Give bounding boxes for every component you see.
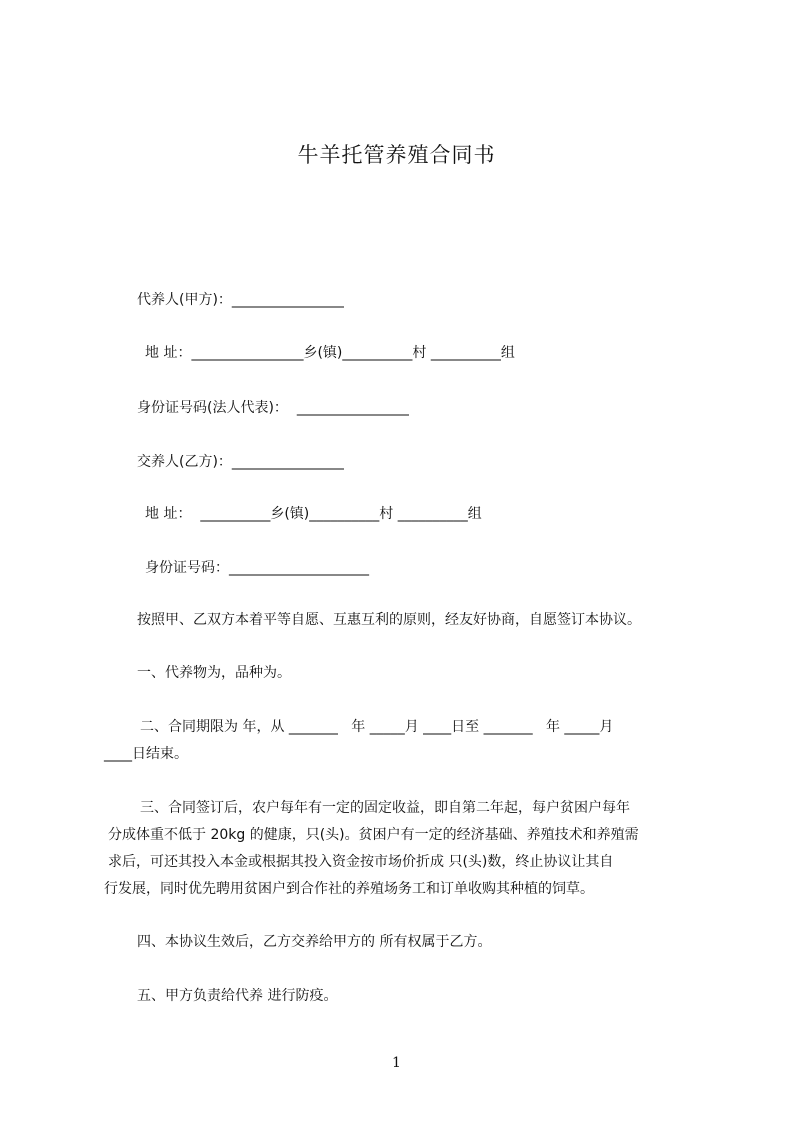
page-number: 1 — [392, 1055, 401, 1071]
clause-3-line-4: 行发展，同时优先聘用贫困户到合作社的养殖场务工和订单收购其种植的饲草。 — [104, 881, 594, 897]
party-a-name-line: 代养人(甲方)：________________ — [137, 292, 344, 308]
party-a-id-line: 身份证号码(法人代表)： ________________ — [137, 400, 409, 416]
clause-3-line-1: 三、合同签订后，农户每年有一定的固定收益，即自第二年起，每户贫困户每年 — [140, 800, 630, 816]
clause-3-line-2: 分成体重不低于 20kg 的健康，只(头)。贫困户有一定的经济基础、养殖技术和养殖需 — [108, 827, 639, 843]
intro-paragraph: 按照甲、乙双方本着平等自愿、互惠互利的原则，经友好协商，自愿签订本协议。 — [137, 612, 641, 628]
clause-1: 一、代养物为，品种为。 — [137, 665, 291, 681]
clause-2-line-2: ____日结束。 — [104, 746, 188, 762]
party-b-id-line: 身份证号码：____________________ — [145, 560, 369, 576]
clause-5: 五、甲方负责给代养 进行防疫。 — [137, 988, 338, 1004]
clause-3-line-3: 求后，可还其投入本金或根据其投入资金按市场价折成 只(头)数，终止协议让其自 — [108, 854, 614, 870]
party-b-address-line: 地 址： __________乡(镇)__________村 __________组 — [145, 506, 482, 522]
document-title: 牛羊托管养殖合同书 — [297, 143, 496, 167]
clause-2-line-1: 二、合同期限为 年，从 _______ 年 _____月 ____日至 _______ 年 _____月 — [140, 719, 614, 735]
party-b-name-line: 交养人(乙方)：________________ — [137, 454, 344, 470]
party-a-address-line: 地 址：________________乡(镇)__________村 __________组 — [145, 345, 515, 361]
clause-4: 四、本协议生效后，乙方交养给甲方的 所有权属于乙方。 — [137, 934, 492, 950]
